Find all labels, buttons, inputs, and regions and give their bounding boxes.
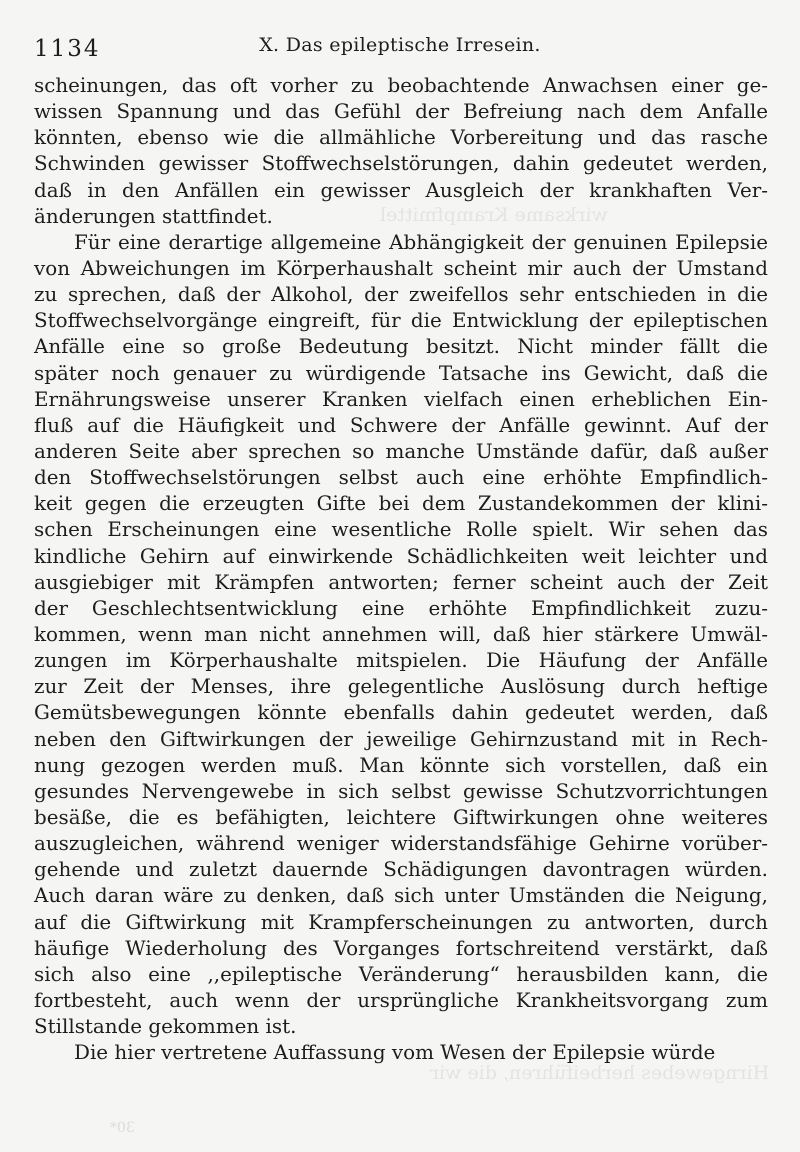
text-line: Die hier vertretene Auffassung vom Wesen der Epilepsie würde — [74, 1041, 716, 1065]
running-head: X. Das epileptische Irresein. — [259, 34, 541, 56]
text-line: häufige Wiederholung des Vorganges fortschreitend verstärkt, daß — [34, 936, 768, 960]
text-line: änderungen stattfindet. — [34, 204, 273, 228]
text-line: kindliche Gehirn auf einwirkende Schädlichkeiten weit leichter und — [34, 544, 768, 568]
text-line: von Abweichungen im Körperhaushalt scheint mir auch der Umstand — [34, 256, 768, 280]
text-line: fluß auf die Häufigkeit und Schwere der Anfälle gewinnt. Auf der — [34, 413, 768, 437]
text-line: sich also eine ,,epileptische Veränderung“ herausbilden kann, die — [34, 962, 768, 986]
text-line: nung gezogen werden muß. Man könnte sich vorstellen, daß ein — [34, 753, 768, 777]
page-number: 1134 — [34, 36, 101, 62]
text-line: Stoffwechselvorgänge eingreift, für die Entwicklung der epileptischen — [34, 309, 768, 333]
text-line: könnten, ebenso wie die allmähliche Vorbereitung und das rasche — [34, 126, 768, 150]
text-line: besäße, die es befähigten, leichtere Giftwirkungen ohne weiteres — [34, 805, 768, 829]
show-through-text: wirksame Krampfmittel — [380, 204, 608, 226]
paragraph — [34, 230, 768, 1040]
show-through-signature: 30* — [110, 1120, 135, 1136]
text-line: fortbesteht, auch wenn der ursprüngliche Krankheitsvorgang zum — [34, 988, 768, 1012]
text-line: neben den Giftwirkungen der jeweilige Gehirnzustand mit in Rech- — [34, 727, 768, 751]
text-line: keit gegen die erzeugten Gifte bei dem Zustandekommen der klini- — [34, 492, 768, 516]
text-line: den Stoffwechselstörungen selbst auch eine erhöhte Empfindlich- — [34, 466, 768, 490]
text-line: Ernährungsweise unserer Kranken vielfach einen erheblichen Ein- — [34, 387, 768, 411]
text-line: scheinungen, das oft vorher zu beobachtende Anwachsen einer ge- — [34, 74, 768, 97]
show-through-text: Hirngewebes herbeiführen, die wir — [430, 1062, 770, 1084]
text-line: gesundes Nervengewebe in sich selbst gewisse Schutzvorrichtungen — [34, 779, 768, 803]
text-line: gehende und zuletzt dauernde Schädigungen davontragen würden. — [34, 858, 768, 882]
page-body-text — [34, 73, 768, 1066]
text-line: wissen Spannung und das Gefühl der Befreiung nach dem Anfalle — [34, 100, 768, 124]
text-line: anderen Seite aber sprechen so manche Umstände dafür, daß außer — [34, 439, 768, 463]
text-line: Schwinden gewisser Stoffwechselstörungen, dahin gedeutet werden, — [34, 152, 768, 176]
text-line: auszugleichen, während weniger widerstandsfähige Gehirne vorüber- — [34, 832, 768, 856]
text-line: der Geschlechtsentwicklung eine erhöhte Empfindlichkeit zuzu- — [34, 596, 768, 620]
text-line: später noch genauer zu würdigende Tatsache ins Gewicht, daß die — [34, 361, 768, 385]
text-line: Auch daran wäre zu denken, daß sich unter Umständen die Neigung, — [34, 884, 768, 908]
text-line: daß in den Anfällen ein gewisser Ausgleich der krankhaften Ver- — [34, 178, 768, 202]
text-line: Stillstande gekommen ist. — [34, 1015, 297, 1039]
text-line: zu sprechen, daß der Alkohol, der zweifellos sehr entschieden in die — [34, 283, 768, 307]
text-line: Gemütsbewegungen könnte ebenfalls dahin gedeutet werden, daß — [34, 701, 768, 725]
text-line: zungen im Körperhaushalte mitspielen. Die Häufung der Anfälle — [34, 649, 768, 673]
paragraph — [34, 1040, 768, 1066]
text-line: schen Erscheinungen eine wesentliche Rolle spielt. Wir sehen das — [34, 518, 768, 542]
paragraph — [34, 73, 768, 230]
text-line: Anfälle eine so große Bedeutung besitzt. Nicht minder fällt die — [34, 335, 768, 359]
text-line: ausgiebiger mit Krämpfen antworten; ferner scheint auch der Zeit — [34, 570, 768, 594]
text-line: zur Zeit der Menses, ihre gelegentliche Auslösung durch heftige — [34, 675, 768, 699]
text-line: auf die Giftwirkung mit Krampferscheinungen zu antworten, durch — [34, 910, 768, 934]
text-line: kommen, wenn man nicht annehmen will, daß hier stärkere Umwäl- — [34, 622, 768, 646]
text-line: Für eine derartige allgemeine Abhängigkeit der genuinen Epilepsie — [74, 230, 768, 254]
